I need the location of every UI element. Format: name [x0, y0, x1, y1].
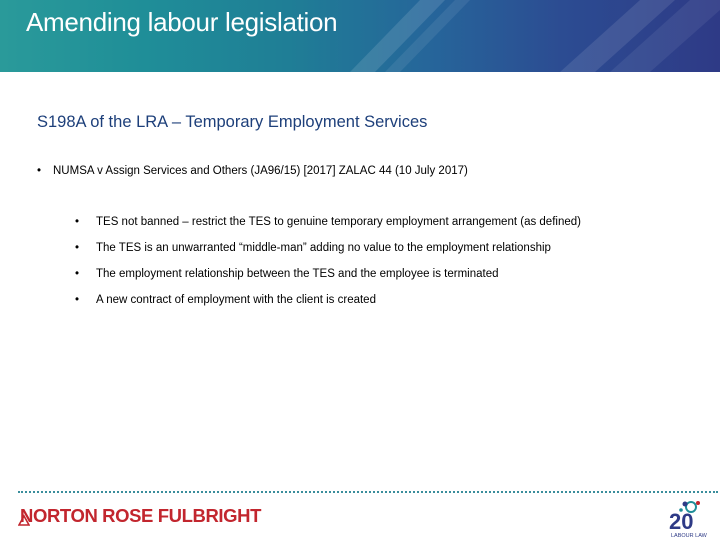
- point-text: The TES is an unwarranted “middle-man” adding no value to the employment relationship: [96, 242, 551, 254]
- bullet-marker: •: [75, 216, 80, 228]
- case-reference: [37, 165, 468, 177]
- point-text: TES not banned – restrict the TES to genuine temporary employment arrangement (as defined): [96, 216, 581, 228]
- badge-caption: LABOUR LAW: [671, 533, 707, 539]
- list-item: [75, 242, 581, 268]
- point-text: A new contract of employment with the client is created: [96, 294, 376, 306]
- bullet-marker: •: [75, 268, 80, 280]
- list-item: [75, 294, 581, 320]
- list-item: [75, 268, 581, 294]
- list-item: [75, 216, 581, 242]
- logo-wordmark: NORTON ROSE FULBRIGHT: [20, 505, 262, 526]
- case-reference-text: NUMSA v Assign Services and Others (JA96/15) [2017] ZALAC 44 (10 July 2017): [53, 165, 468, 177]
- bullet-marker: •: [75, 294, 80, 306]
- labour-law-20-badge: [663, 495, 715, 539]
- slide-subtitle: S198A of the LRA – Temporary Employment Services: [37, 113, 428, 131]
- point-text: The employment relationship between the TES and the employee is terminated: [96, 268, 499, 280]
- norton-rose-fulbright-logo: [20, 505, 261, 527]
- slide-title: Amending labour legislation: [26, 7, 338, 37]
- bullet-marker: •: [75, 242, 80, 254]
- point-list: [75, 216, 581, 320]
- slide-header-banner: [0, 0, 720, 72]
- footer-dotted-divider: [18, 491, 718, 493]
- badge-number: 20: [669, 509, 694, 534]
- bullet-marker: •: [37, 165, 42, 177]
